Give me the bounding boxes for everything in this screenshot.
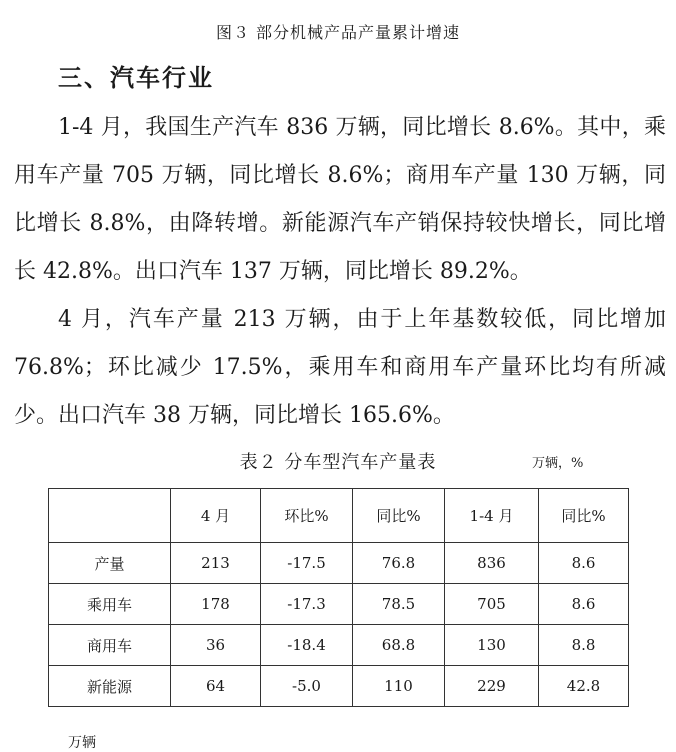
table-row [49, 666, 629, 707]
table-unit-label: 万辆，% [532, 456, 584, 471]
header-cell-mom: 环比% [261, 489, 353, 543]
row-label: 产量 [49, 543, 171, 584]
table-cell: 64 [171, 666, 261, 707]
table-caption: 表２ 分车型汽车产量表 [239, 452, 437, 473]
table-cell: 8.8 [539, 625, 629, 666]
table-cell: -5.0 [261, 666, 353, 707]
header-cell-blank [49, 489, 171, 543]
row-label: 乘用车 [49, 584, 171, 625]
figure-caption: 图３ 部分机械产品产量累计增速 [215, 23, 461, 42]
table-cell: 8.6 [539, 584, 629, 625]
vehicle-production-table [48, 488, 629, 707]
table-header-row [49, 489, 629, 543]
paragraph-cumulative-production: 1-4 月，我国生产汽车 836 万辆，同比增长 8.6%。其中，乘用车产量 705 万辆，同比增长 8.6%；商用车产量 130 万辆，同比增长 8.8%，由降转增。新能源汽车产销保持较快增长，同比增长 42.8%。出口汽车 137 万辆，同比增长 89.2%。 [14, 115, 666, 284]
table-row [49, 584, 629, 625]
header-cell-april: 4 月 [171, 489, 261, 543]
table-cell: 705 [445, 584, 539, 625]
table-cell: -17.3 [261, 584, 353, 625]
table-row [49, 543, 629, 584]
row-label: 商用车 [49, 625, 171, 666]
table-cell: 213 [171, 543, 261, 584]
header-cell-yoy: 同比% [353, 489, 445, 543]
table-cell: -18.4 [261, 625, 353, 666]
header-cell-cumulative-yoy: 同比% [539, 489, 629, 543]
table-cell: 110 [353, 666, 445, 707]
table-cell: 229 [445, 666, 539, 707]
table-cell: 76.8 [353, 543, 445, 584]
footer-unit-label: 万辆 [68, 735, 96, 751]
table-cell: 42.8 [539, 666, 629, 707]
table-cell: 68.8 [353, 625, 445, 666]
table-cell: 78.5 [353, 584, 445, 625]
paragraph-april-production: 4 月，汽车产量 213 万辆，由于上年基数较低，同比增加 76.8%；环比减少 17.5%，乘用车和商用车产量环比均有所减少。出口汽车 38 万辆，同比增长 165.6%。 [14, 307, 666, 428]
table-cell: -17.5 [261, 543, 353, 584]
table-cell: 8.6 [539, 543, 629, 584]
section-heading: 三、汽车行业 [58, 64, 214, 92]
table-cell: 178 [171, 584, 261, 625]
table-cell: 130 [445, 625, 539, 666]
header-cell-jan-apr: 1-4 月 [445, 489, 539, 543]
table-cell: 36 [171, 625, 261, 666]
table-row [49, 625, 629, 666]
table-cell: 836 [445, 543, 539, 584]
row-label: 新能源 [49, 666, 171, 707]
